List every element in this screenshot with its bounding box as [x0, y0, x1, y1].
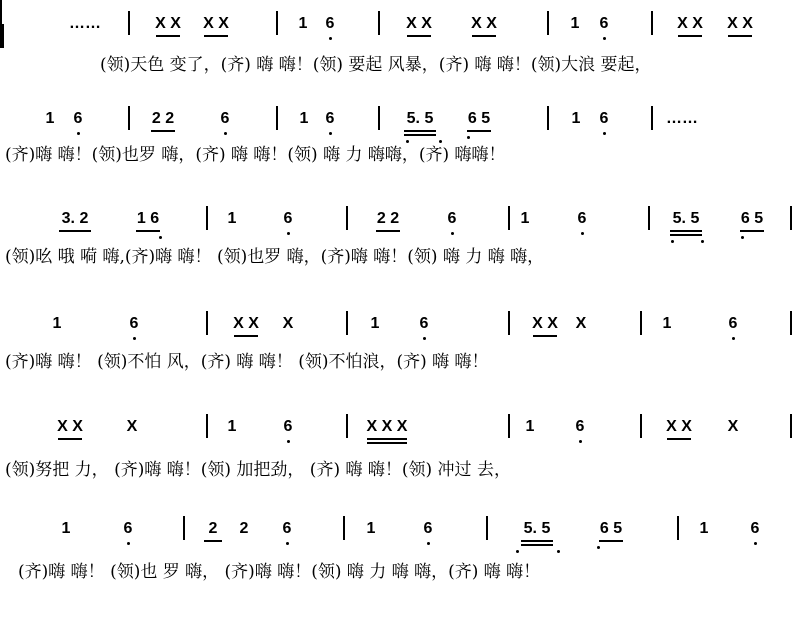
- beam-underline: [367, 438, 407, 440]
- octave-dot: [701, 240, 704, 243]
- beam-underline: [599, 540, 623, 542]
- octave-dot: [597, 546, 600, 549]
- note-group: X X: [532, 315, 558, 332]
- octave-dot: [581, 232, 584, 235]
- note-group: 6 5: [467, 110, 491, 127]
- beam-underline: [136, 230, 160, 232]
- note-group: 6: [599, 15, 609, 32]
- bar-line: [486, 516, 488, 540]
- note-group: X: [282, 315, 294, 332]
- bar-line: [790, 414, 792, 438]
- note-group: ……: [69, 15, 101, 32]
- note-group: 6: [129, 315, 139, 332]
- note-group: X X: [471, 15, 497, 32]
- beam-underline: [59, 230, 91, 232]
- note-group: 2: [239, 520, 249, 537]
- octave-dot: [579, 440, 582, 443]
- beam-underline: [367, 442, 407, 444]
- beam-underline: [204, 35, 228, 37]
- bar-line: [206, 414, 208, 438]
- note-group: 6: [577, 210, 587, 227]
- bar-line: [508, 414, 510, 438]
- bar-line: [206, 206, 208, 230]
- final-bar-line: [0, 0, 2, 24]
- note-group: 6: [220, 110, 230, 127]
- beam-underline: [521, 540, 553, 542]
- bar-line: [677, 516, 679, 540]
- note-group: 6 5: [599, 520, 623, 537]
- note-group: X X: [233, 315, 259, 332]
- octave-dot: [557, 550, 560, 553]
- bar-line: [640, 311, 642, 335]
- lyric-line: (齐)嗨 嗨！(领)也罗 嗨，(齐) 嗨 嗨！(领) 嗨 力 嗨嗨，(齐) 嗨嗨！: [5, 145, 506, 165]
- bar-line: [206, 311, 208, 335]
- beam-underline: [678, 35, 702, 37]
- octave-dot: [516, 550, 519, 553]
- note-group: 6: [325, 15, 335, 32]
- lyric-line: (齐)嗨 嗨！ (领)也 罗 嗨， (齐)嗨 嗨！(领) 嗨 力 嗨 嗨，(齐) 嗨 嗨！: [18, 562, 541, 582]
- note-group: X X: [666, 418, 692, 435]
- bar-line: [378, 11, 380, 35]
- note-group: 1: [52, 315, 62, 332]
- beam-underline: [404, 130, 436, 132]
- beam-underline: [156, 35, 180, 37]
- note-group: 6 5: [740, 210, 764, 227]
- beam-underline: [670, 234, 702, 236]
- note-group: ……: [666, 110, 698, 127]
- note-group: 6: [73, 110, 83, 127]
- bar-line: [547, 106, 549, 130]
- note-group: 1: [370, 315, 380, 332]
- bar-line: [508, 311, 510, 335]
- bar-line: [651, 11, 653, 35]
- note-group: 1: [520, 210, 530, 227]
- note-group: 6: [283, 418, 293, 435]
- beam-underline: [234, 335, 258, 337]
- note-group: 1 6: [136, 210, 160, 227]
- note-group: 1: [61, 520, 71, 537]
- note-group: 1: [570, 15, 580, 32]
- note-group: 3. 2: [61, 210, 89, 227]
- note-group: 6: [750, 520, 760, 537]
- octave-dot: [406, 140, 409, 143]
- bar-line: [346, 414, 348, 438]
- note-group: 6: [447, 210, 457, 227]
- note-group: 1: [45, 110, 55, 127]
- note-group: X X: [727, 15, 753, 32]
- lyric-line: (领)天色 变了，(齐) 嗨 嗨！(领) 要起 风暴，(齐) 嗨 嗨！(领)大浪 要起，: [100, 55, 652, 75]
- note-group: 6: [123, 520, 133, 537]
- octave-dot: [287, 440, 290, 443]
- note-group: X X: [406, 15, 432, 32]
- note-group: 6: [325, 110, 335, 127]
- note-group: 5. 5: [523, 520, 551, 537]
- note-group: 1: [525, 418, 535, 435]
- bar-line: [651, 106, 653, 130]
- beam-underline: [521, 544, 553, 546]
- bar-line: [276, 11, 278, 35]
- beam-underline: [204, 540, 222, 542]
- note-group: 6: [423, 520, 433, 537]
- bar-line: [547, 11, 549, 35]
- bar-line: [790, 311, 792, 335]
- beam-underline: [151, 130, 175, 132]
- beam-underline: [58, 438, 82, 440]
- beam-underline: [404, 134, 436, 136]
- note-group: X X: [203, 15, 229, 32]
- octave-dot: [127, 542, 130, 545]
- note-group: 1: [227, 210, 237, 227]
- octave-dot: [287, 232, 290, 235]
- octave-dot: [451, 232, 454, 235]
- note-group: 1: [366, 520, 376, 537]
- note-group: X X: [677, 15, 703, 32]
- octave-dot: [603, 132, 606, 135]
- octave-dot: [427, 542, 430, 545]
- octave-dot: [286, 542, 289, 545]
- lyric-line: (领)吆 哦 嗬 嗨,(齐)嗨 嗨！ (领)也罗 嗨，(齐)嗨 嗨！(领) 嗨 力 嗨 嗨，: [5, 247, 545, 267]
- bar-line: [128, 106, 130, 130]
- beam-underline: [467, 130, 491, 132]
- bar-line: [343, 516, 345, 540]
- octave-dot: [741, 236, 744, 239]
- octave-dot: [603, 37, 606, 40]
- note-group: 5. 5: [406, 110, 434, 127]
- bar-line: [276, 106, 278, 130]
- note-group: 1: [298, 15, 308, 32]
- bar-line: [508, 206, 510, 230]
- octave-dot: [754, 542, 757, 545]
- note-group: 1: [299, 110, 309, 127]
- note-group: 2 2: [151, 110, 175, 127]
- note-group: X: [126, 418, 138, 435]
- note-group: X X: [57, 418, 83, 435]
- octave-dot: [329, 132, 332, 135]
- octave-dot: [423, 337, 426, 340]
- final-bar-line-thick: [0, 24, 4, 48]
- bar-line: [346, 206, 348, 230]
- octave-dot: [224, 132, 227, 135]
- bar-line: [648, 206, 650, 230]
- octave-dot: [133, 337, 136, 340]
- bar-line: [346, 311, 348, 335]
- octave-dot: [77, 132, 80, 135]
- octave-dot: [439, 140, 442, 143]
- octave-dot: [329, 37, 332, 40]
- note-group: 6: [283, 210, 293, 227]
- note-group: 1: [227, 418, 237, 435]
- note-group: 1: [699, 520, 709, 537]
- note-group: 6: [282, 520, 292, 537]
- note-group: 6: [419, 315, 429, 332]
- note-group: 2: [208, 520, 218, 537]
- octave-dot: [467, 136, 470, 139]
- beam-underline: [728, 35, 752, 37]
- beam-underline: [670, 230, 702, 232]
- note-group: 1: [662, 315, 672, 332]
- bar-line: [128, 11, 130, 35]
- note-group: 6: [599, 110, 609, 127]
- note-group: X: [727, 418, 739, 435]
- note-group: 6: [575, 418, 585, 435]
- bar-line: [183, 516, 185, 540]
- beam-underline: [407, 35, 431, 37]
- note-group: X: [575, 315, 587, 332]
- bar-line: [378, 106, 380, 130]
- beam-underline: [533, 335, 557, 337]
- note-group: X X: [155, 15, 181, 32]
- octave-dot: [671, 240, 674, 243]
- beam-underline: [667, 438, 691, 440]
- note-group: 2 2: [376, 210, 400, 227]
- beam-underline: [376, 230, 400, 232]
- octave-dot: [159, 236, 162, 239]
- lyric-line: (领)努把 力， (齐)嗨 嗨！(领) 加把劲， (齐) 嗨 嗨！(领) 冲过 去，: [5, 460, 511, 480]
- note-group: 1: [571, 110, 581, 127]
- bar-line: [790, 206, 792, 230]
- octave-dot: [732, 337, 735, 340]
- bar-line: [640, 414, 642, 438]
- beam-underline: [472, 35, 496, 37]
- lyric-line: (齐)嗨 嗨！ (领)不怕 风，(齐) 嗨 嗨！ (领)不怕浪，(齐) 嗨 嗨！: [5, 352, 489, 372]
- note-group: 5. 5: [672, 210, 700, 227]
- note-group: 6: [728, 315, 738, 332]
- beam-underline: [740, 230, 764, 232]
- note-group: X X X: [366, 418, 408, 435]
